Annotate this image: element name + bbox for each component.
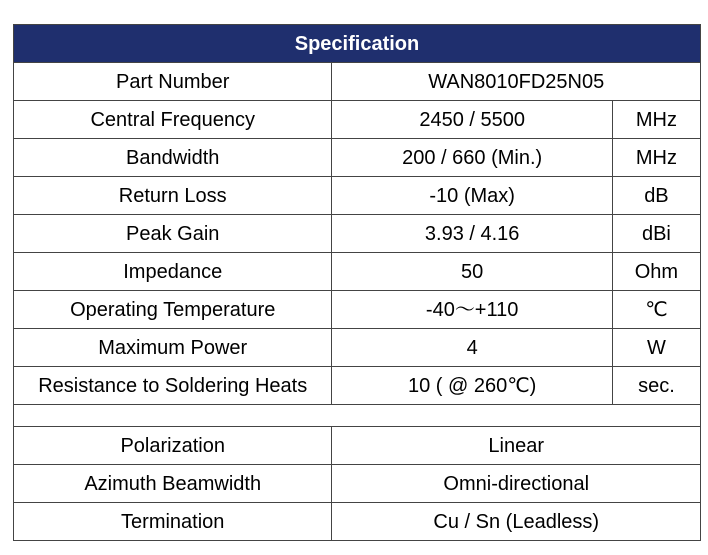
unit-cell: dB [612,177,700,215]
param-cell: Return Loss [14,177,332,215]
param-cell: Resistance to Soldering Heats [14,367,332,405]
value-cell: 3.93 / 4.16 [332,215,612,253]
unit-cell: ℃ [612,291,700,329]
table-row [14,291,701,329]
value-cell: Omni-directional [332,465,701,503]
table-row-part-number [14,63,701,101]
unit-cell: sec. [612,367,700,405]
value-cell: WAN8010FD25N05 [332,63,701,101]
table-row [14,367,701,405]
table-row [14,503,701,541]
param-cell: Termination [14,503,332,541]
value-cell: 2450 / 5500 [332,101,612,139]
table-header-row [14,25,701,63]
param-cell: Operating Temperature [14,291,332,329]
unit-cell: MHz [612,139,700,177]
value-cell: Cu / Sn (Leadless) [332,503,701,541]
spacer-row [14,405,701,427]
value-cell: Linear [332,427,701,465]
unit-cell: W [612,329,700,367]
specification-table-container [13,24,701,541]
table-title: Specification [14,25,701,63]
param-cell: Polarization [14,427,332,465]
specification-table [13,24,701,541]
table-row [14,139,701,177]
table-row [14,329,701,367]
table-row [14,177,701,215]
value-cell: 50 [332,253,612,291]
value-cell: -40～+110 [332,291,612,329]
param-cell: Azimuth Beamwidth [14,465,332,503]
value-cell: 200 / 660 (Min.) [332,139,612,177]
table-row [14,465,701,503]
param-cell: Part Number [14,63,332,101]
value-cell: 4 [332,329,612,367]
param-cell: Bandwidth [14,139,332,177]
param-cell: Central Frequency [14,101,332,139]
param-cell: Peak Gain [14,215,332,253]
table-row [14,253,701,291]
unit-cell: Ohm [612,253,700,291]
unit-cell: dBi [612,215,700,253]
table-row [14,427,701,465]
value-cell: -10 (Max) [332,177,612,215]
table-row [14,215,701,253]
unit-cell: MHz [612,101,700,139]
param-cell: Impedance [14,253,332,291]
table-row [14,101,701,139]
value-cell: 10 ( @ 260℃) [332,367,612,405]
param-cell: Maximum Power [14,329,332,367]
spacer-cell [14,405,701,427]
